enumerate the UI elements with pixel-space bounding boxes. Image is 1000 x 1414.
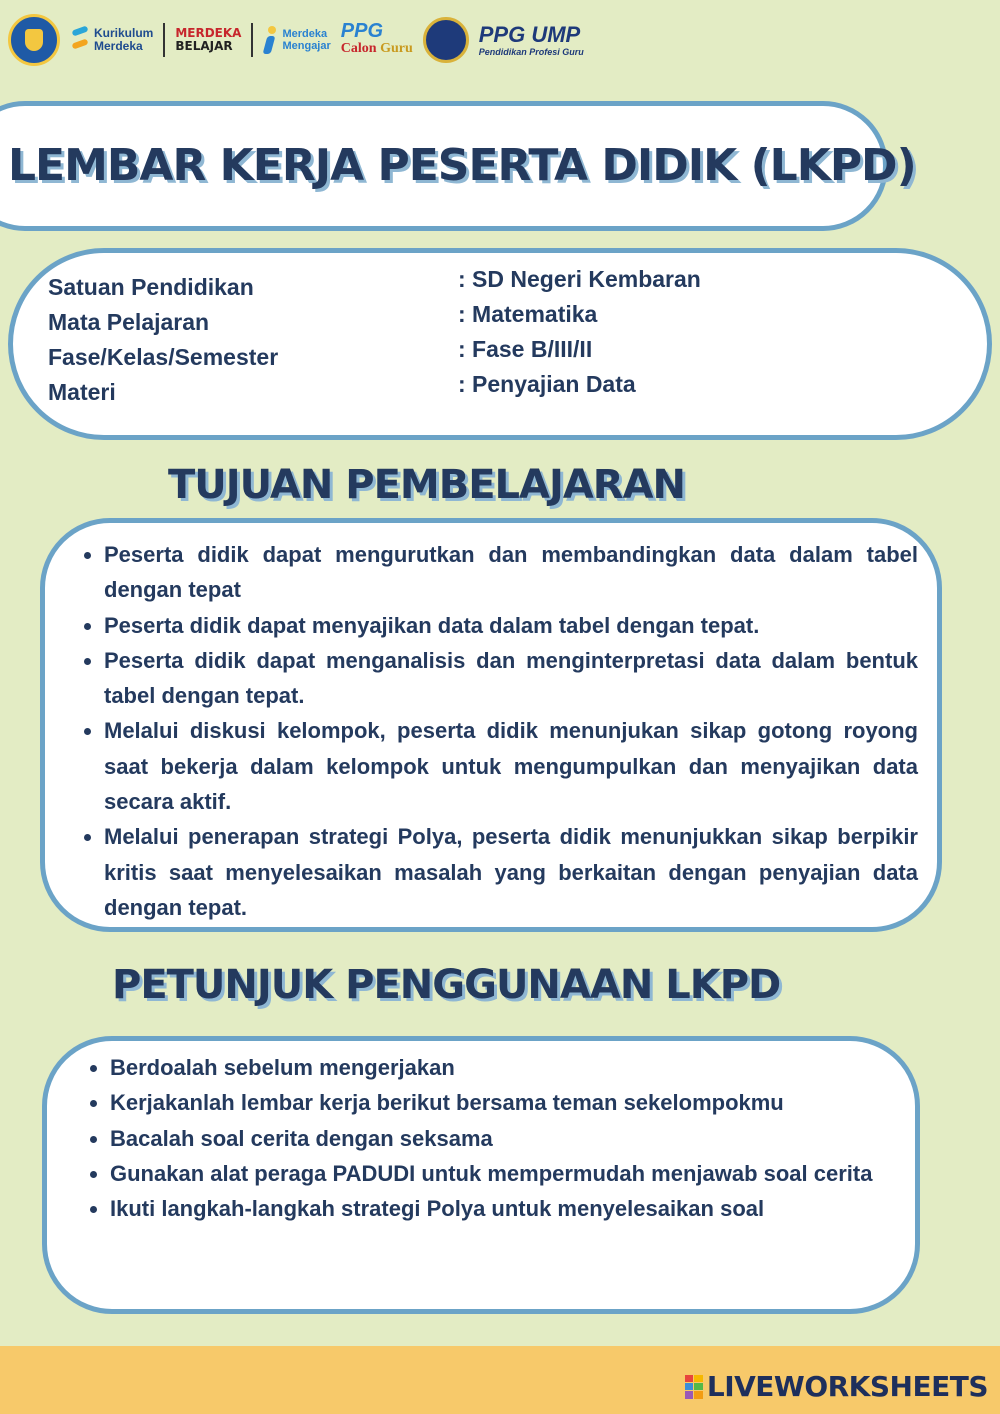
list-item: • Melalui penerapan strategi Polya, peserta didik menunjukkan sikap berpikir kritis saat menyelesaikan masalah yang berkaitan dengan penyajian data dengan tepat.	[104, 819, 918, 925]
liveworksheets-label: LIVEWORKSHEETS	[706, 1370, 988, 1403]
list-item: • Peserta didik dapat mengurutkan dan membandingkan data dalam tabel dengan tepat	[104, 537, 918, 608]
ppg-ump-sub: Pendidikan Profesi Guru	[478, 47, 584, 57]
list-item: • Kerjakanlah lembar kerja berikut bersama teman sekelompokmu	[110, 1085, 918, 1120]
kurikulum-logo-line2: Merdeka	[94, 39, 143, 53]
merdeka-belajar-logo	[175, 27, 241, 53]
merdeka-mengajar-icon	[263, 26, 279, 54]
list-item: • Gunakan alat peraga PADUDI untuk mempermudah menjawab soal cerita	[110, 1156, 918, 1191]
mengajar-logo-line1: Merdeka	[282, 28, 328, 40]
logo-divider	[163, 23, 165, 57]
info-labels	[48, 270, 278, 410]
ppg-calon-guru-logo	[340, 20, 413, 57]
merdeka-logo-line2: BELAJAR	[175, 39, 233, 53]
info-label: Satuan Pendidikan	[48, 274, 254, 300]
info-value: : Matematika	[458, 301, 598, 327]
tujuan-heading: TUJUAN PEMBELAJARAN	[168, 462, 686, 508]
ump-seal-logo	[423, 17, 469, 63]
liveworksheets-brand[interactable]	[685, 1370, 988, 1403]
mengajar-logo-line2: Mengajar	[282, 40, 331, 52]
ppg-calon-label: Calon	[340, 41, 377, 56]
merdeka-logo-line1: MERDEKA	[175, 26, 242, 40]
kurikulum-logo-line1: Kurikulum	[94, 26, 154, 40]
info-label: Materi	[48, 379, 116, 405]
info-label: Mata Pelajaran	[48, 309, 210, 335]
list-item: • Berdoalah sebelum mengerjakan	[110, 1050, 918, 1085]
logo-strip	[8, 10, 584, 70]
kurikulum-merdeka-icon	[70, 25, 90, 55]
ppg-guru-label: Guru	[380, 41, 413, 56]
petunjuk-heading: PETUNJUK PENGGUNAAN LKPD	[112, 962, 781, 1008]
petunjuk-list	[84, 1050, 918, 1226]
info-value: : Penyajian Data	[458, 371, 636, 397]
info-label: Fase/Kelas/Semester	[48, 344, 279, 370]
page-title: LEMBAR KERJA PESERTA DIDIK (LKPD)	[8, 140, 916, 191]
info-values	[458, 262, 701, 402]
tut-wuri-handayani-logo	[8, 14, 60, 66]
logo-divider	[251, 23, 253, 57]
list-item: • Melalui diskusi kelompok, peserta didik menunjukan sikap gotong royong saat bekerja dalam kelompok untuk mengumpulkan dan menyajikan data secara aktif.	[104, 713, 918, 819]
list-item: • Peserta didik dapat menyajikan data dalam tabel dengan tepat.	[104, 608, 918, 643]
ppg-ump-logo	[479, 23, 584, 57]
list-item: • Bacalah soal cerita dengan seksama	[110, 1121, 918, 1156]
liveworksheets-icon	[685, 1375, 703, 1399]
ppg-logo-label: PPG	[340, 20, 384, 42]
merdeka-mengajar-logo	[263, 26, 330, 54]
list-item: • Ikuti langkah-langkah strategi Polya untuk menyelesaikan soal	[110, 1191, 918, 1226]
ppg-ump-label: PPG UMP	[478, 22, 581, 47]
kurikulum-merdeka-logo	[70, 25, 153, 55]
list-item: • Peserta didik dapat menganalisis dan menginterpretasi data dalam bentuk tabel dengan tepat.	[104, 643, 918, 714]
info-value: : SD Negeri Kembaran	[458, 266, 701, 292]
info-value: : Fase B/III/II	[458, 336, 593, 362]
tujuan-list	[78, 537, 918, 925]
